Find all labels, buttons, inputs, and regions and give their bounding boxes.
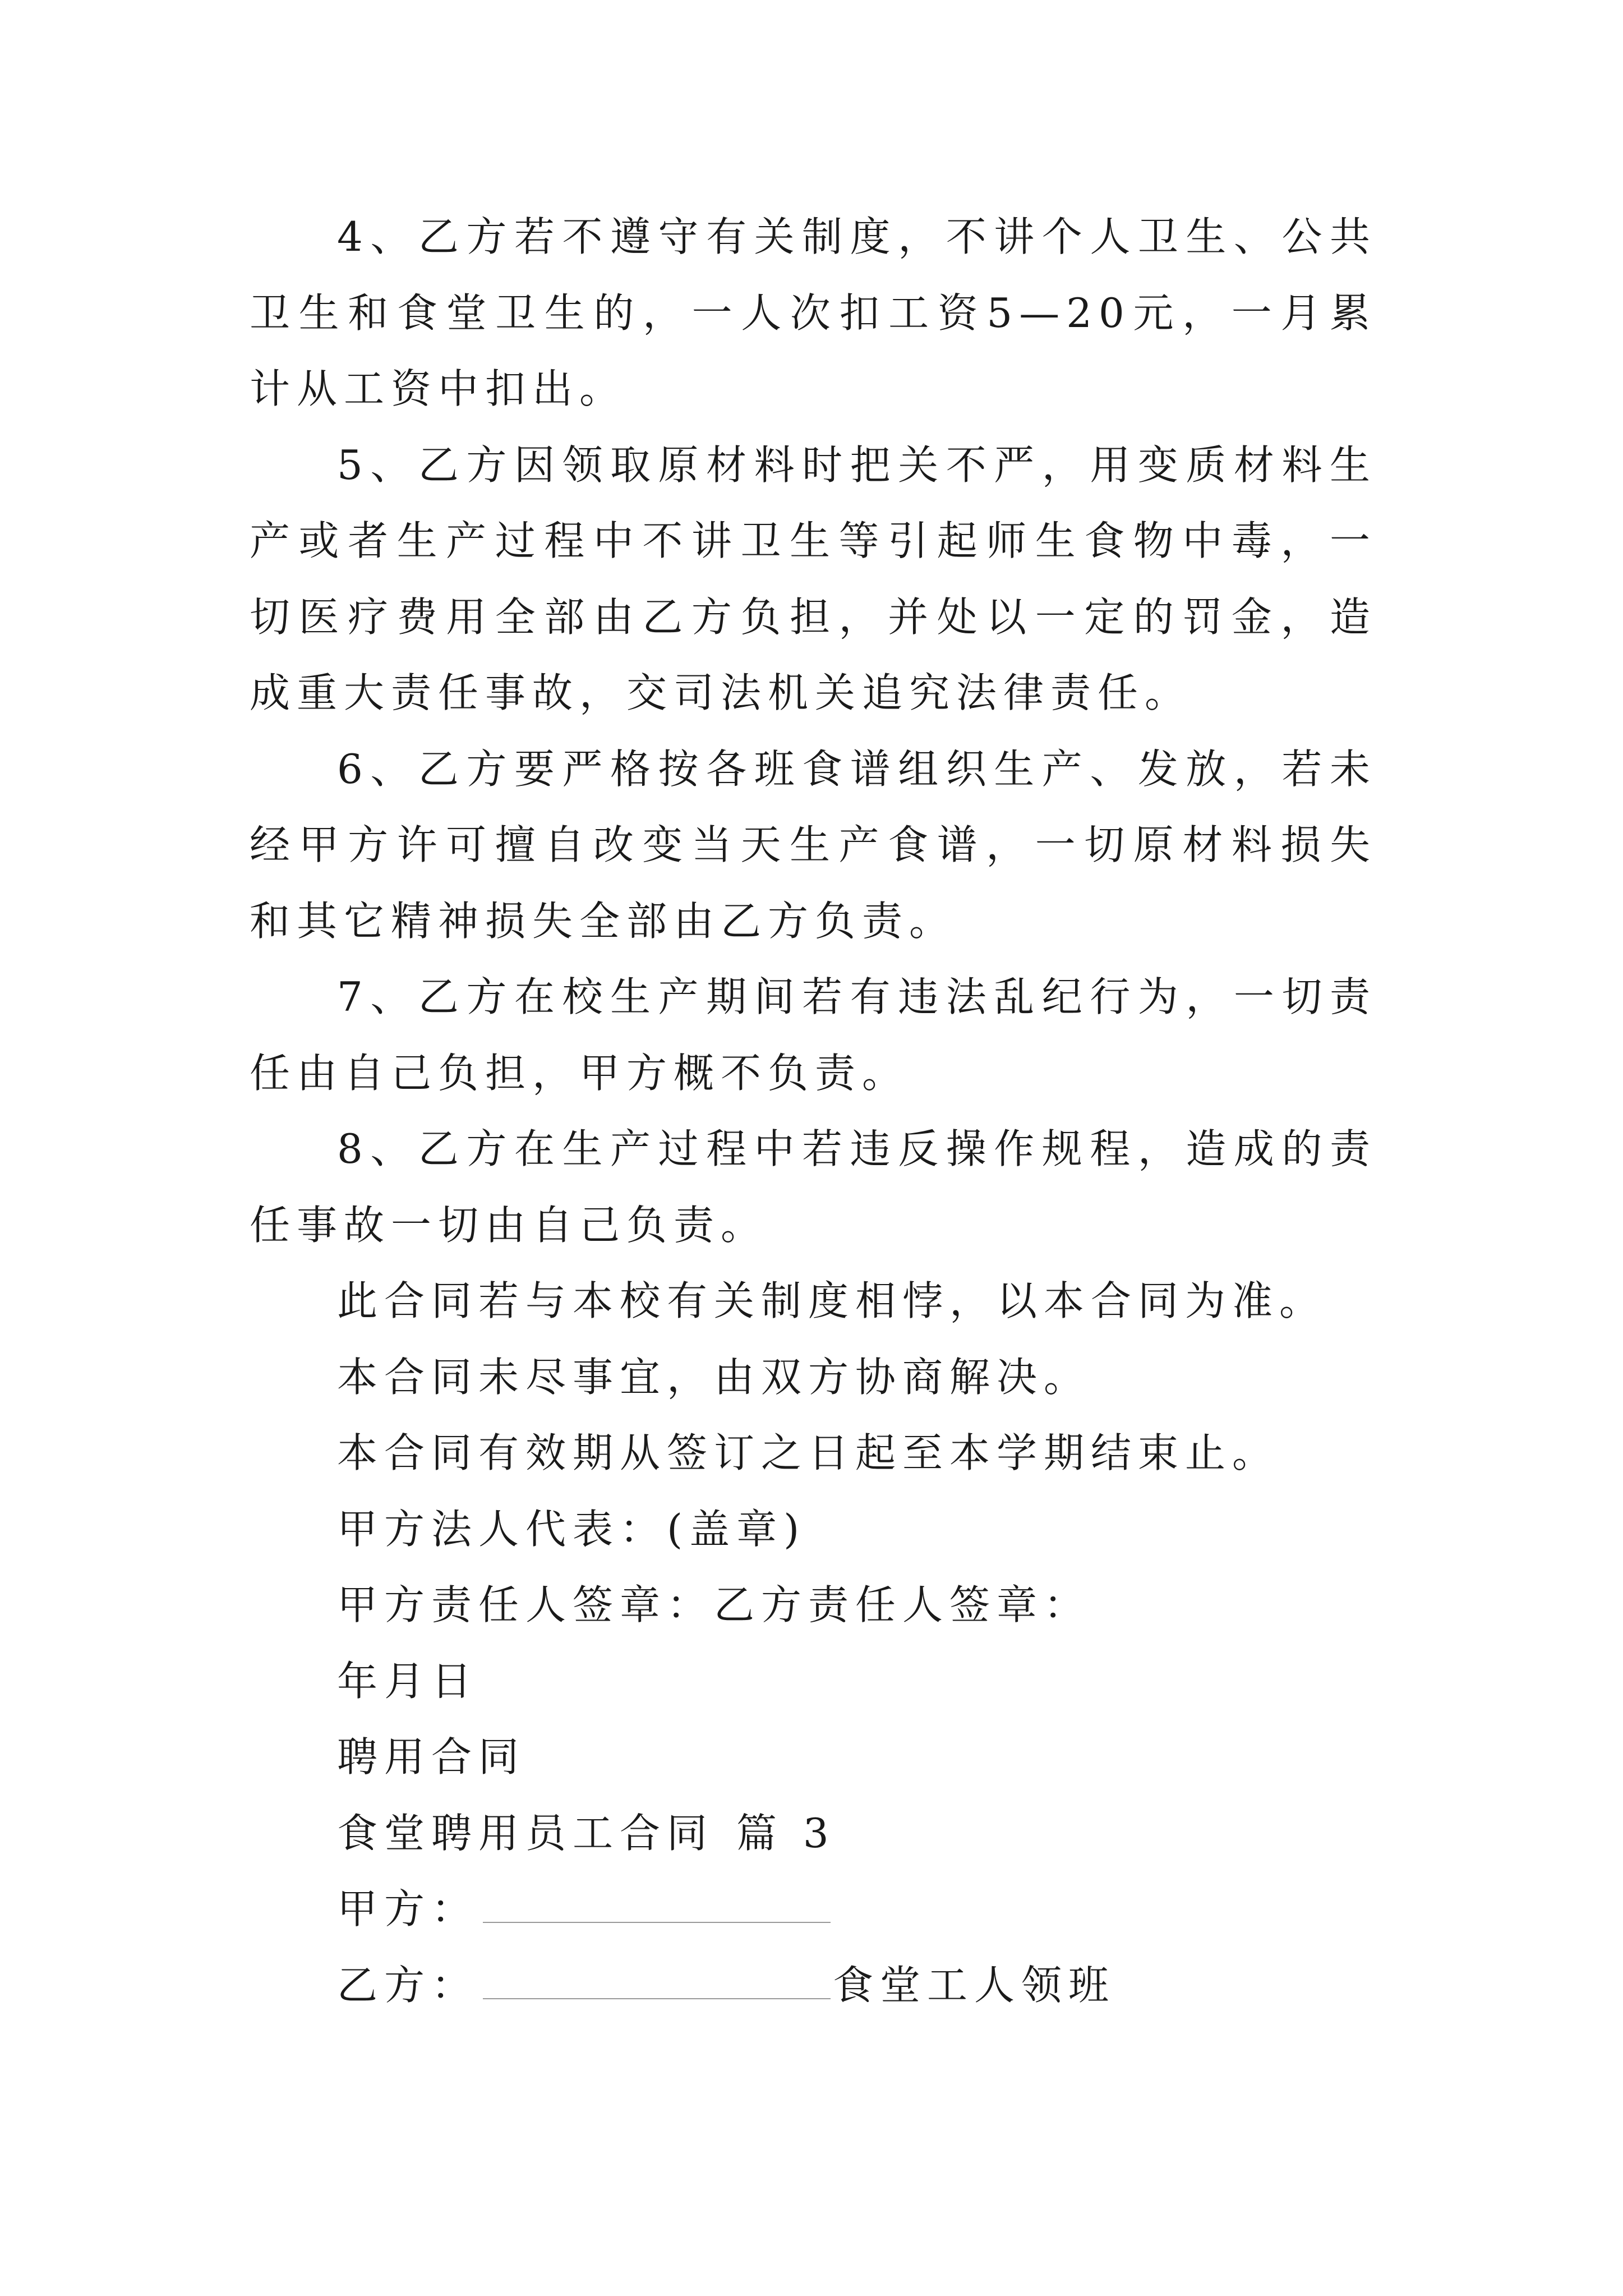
party-a-legal-rep: 甲方法人代表：(盖章) [337,1505,806,1553]
clause-8: 8、乙方在生产过程中若违反操作规程，造成的责任事故一切由自己负责。 [250,1125,1377,1249]
contract-label: 聘用合同 [337,1733,526,1780]
conflict-clause: 此合同若与本校有关制度相悖，以本合同为准。 [337,1277,1327,1324]
section-number: 篇 3 [736,1809,836,1857]
section-title: 食堂聘用员工合同 [337,1809,714,1857]
party-b-blank [483,1964,831,1999]
clause-4: 4、乙方若不遵守有关制度，不讲个人卫生、公共卫生和食堂卫生的，一人次扣工资5—20元，一月累计从工资中扣出。 [250,213,1377,412]
party-a-line [250,1871,1377,1948]
clause-5: 5、乙方因领取原材料时把关不严，用变质材料生产或者生产过程中不讲卫生等引起师生食物中毒，一切医疗费用全部由乙方负担，并处以一定的罚金，造成重大责任事故，交司法机关追究法律责任。 [250,441,1377,716]
party-b-line [250,1948,1377,2024]
contract-body [250,199,1377,2023]
party-b-label: 乙方： [337,1961,479,2009]
party-a-label: 甲方： [337,1885,479,1932]
unresolved-clause: 本合同未尽事宜，由双方协商解决。 [337,1353,1091,1401]
section-heading [250,1796,1377,1872]
party-b-role: 食堂工人领班 [833,1961,1116,2009]
party-a-blank [483,1888,831,1923]
signature-line: 甲方责任人签章：乙方责任人签章： [337,1581,1091,1628]
validity-clause: 本合同有效期从签订之日起至本学期结束止。 [337,1429,1280,1476]
clause-6: 6、乙方要严格按各班食谱组织生产、发放，若未经甲方许可擅自改变当天生产食谱，一切原材料损失和其它精神损失全部由乙方负责。 [250,745,1377,945]
date-line: 年月日 [337,1657,479,1705]
clause-7: 7、乙方在校生产期间若有违法乱纪行为，一切责任由自己负担，甲方概不负责。 [250,973,1377,1097]
